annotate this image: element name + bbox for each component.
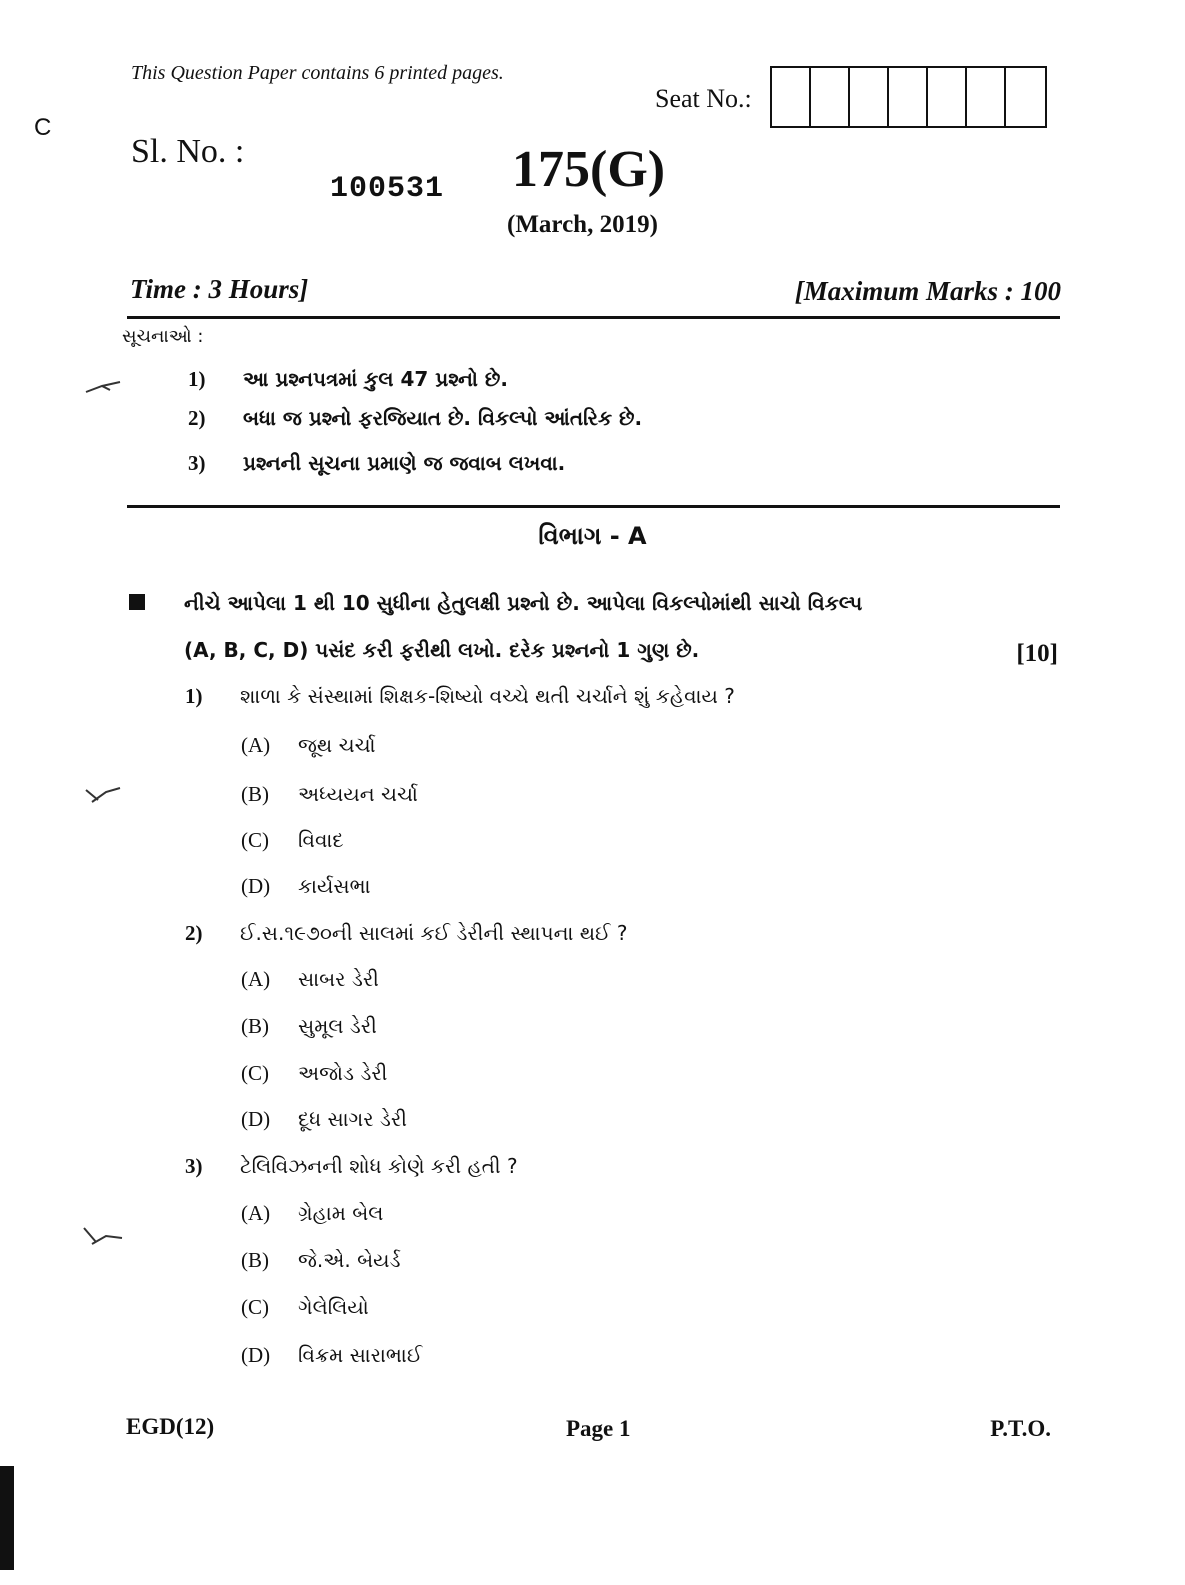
option-label: (D) xyxy=(241,1107,271,1131)
footer-pto: P.T.O. xyxy=(990,1416,1051,1441)
option xyxy=(241,1014,377,1039)
seat-cell xyxy=(1006,68,1045,126)
corner-letter: C xyxy=(34,114,52,141)
section-title: વિભાગ - A xyxy=(538,522,647,550)
option-text: સાબર ડેરી xyxy=(298,967,379,991)
option-text: અધ્યયન ચર્ચા xyxy=(298,782,418,806)
instruction-number: 2) xyxy=(188,406,206,430)
option-text: ગ્રેહામ બેલ xyxy=(298,1201,384,1225)
option-text: દૂધ સાગર ડેરી xyxy=(298,1107,407,1131)
instructions-divider xyxy=(127,505,1060,508)
question-number: 1) xyxy=(185,684,203,708)
serial-number: 100531 xyxy=(330,172,445,206)
sl-no-label: Sl. No. : xyxy=(131,133,245,170)
option-text: જે.એ. બેયર્ડ xyxy=(298,1248,401,1272)
option xyxy=(241,967,379,992)
footer-paper-id: EGD(12) xyxy=(126,1414,215,1439)
pencil-tick-mark-icon xyxy=(84,378,124,398)
option xyxy=(241,1061,387,1086)
option xyxy=(241,828,344,853)
section-intro-line-1: નીચે આપેલા 1 થી 10 સુધીના હેતુલક્ષી પ્રશ્નો છે. આપેલા વિકલ્પોમાંથી સાચો વિકલ્પ xyxy=(184,591,863,615)
header-divider xyxy=(127,316,1060,319)
question-text: ઈ.સ.૧૯૭૦ની સાલમાં કઈ ડેરીની સ્થાપના થઈ ? xyxy=(240,921,628,945)
seat-number-boxes xyxy=(770,66,1047,128)
paper-code: 175(G) xyxy=(512,141,666,198)
option-text: ગેલેલિયો xyxy=(298,1295,369,1319)
square-bullet-icon xyxy=(129,594,145,610)
option xyxy=(241,1107,407,1132)
option-text: કાર્યસભા xyxy=(298,874,371,898)
max-marks: [Maximum Marks : 100 xyxy=(794,276,1061,306)
instruction-text: આ પ્રશ્નપત્રમાં કુલ 47 પ્રશ્નો છે. xyxy=(243,367,508,391)
instruction-text: બધા જ પ્રશ્નો ફરજિયાત છે. વિકલ્પો આંતરિક છે. xyxy=(243,406,643,430)
option-text: વિવાદ xyxy=(298,828,344,852)
section-marks: [10] xyxy=(1016,640,1058,667)
page-count-note: This Question Paper contains 6 printed pages. xyxy=(131,62,504,84)
option-label: (B) xyxy=(241,1248,269,1272)
question xyxy=(185,1154,518,1179)
question-number: 3) xyxy=(185,1154,203,1178)
question xyxy=(185,684,735,709)
instruction-text: પ્રશ્નની સૂચના પ્રમાણે જ જવાબ લખવા. xyxy=(243,451,566,475)
option xyxy=(241,782,418,807)
option-text: વિક્રમ સારાભાઈ xyxy=(298,1343,423,1367)
instruction-item xyxy=(188,367,508,392)
instruction-item xyxy=(188,451,565,476)
question-text: ટેલિવિઝનની શોધ કોણે કરી હતી ? xyxy=(240,1154,518,1178)
pencil-tick-mark-icon xyxy=(82,1226,126,1252)
option xyxy=(241,1201,383,1226)
question xyxy=(185,921,627,946)
instruction-item xyxy=(188,406,642,431)
option xyxy=(241,1248,401,1273)
option-label: (C) xyxy=(241,1295,269,1319)
option xyxy=(241,874,371,899)
footer-page-number: Page 1 xyxy=(566,1416,631,1441)
question-number: 2) xyxy=(185,921,203,945)
instructions-heading: સૂચનાઓ : xyxy=(122,326,204,347)
instruction-number: 3) xyxy=(188,451,206,475)
exam-date: (March, 2019) xyxy=(507,211,658,238)
option xyxy=(241,1343,422,1368)
seat-number-label: Seat No.: xyxy=(655,84,752,113)
seat-cell xyxy=(967,68,1006,126)
instruction-number: 1) xyxy=(188,367,206,391)
option-label: (A) xyxy=(241,733,271,757)
seat-cell xyxy=(850,68,889,126)
option-label: (A) xyxy=(241,1201,271,1225)
option xyxy=(241,1295,369,1320)
option-label: (A) xyxy=(241,967,271,991)
option-text: જૂથ ચર્ચા xyxy=(298,733,376,757)
option-label: (B) xyxy=(241,1014,269,1038)
option-label: (C) xyxy=(241,1061,269,1085)
option-label: (D) xyxy=(241,1343,271,1367)
pencil-tick-mark-icon xyxy=(84,786,124,808)
option-label: (B) xyxy=(241,782,269,806)
binding-shadow xyxy=(0,1466,14,1570)
option-text: અજોડ ડેરી xyxy=(298,1061,388,1085)
exam-time: Time : 3 Hours] xyxy=(130,274,309,304)
seat-cell xyxy=(772,68,811,126)
option-label: (C) xyxy=(241,828,269,852)
question-text: શાળા કે સંસ્થામાં શિક્ષક-શિષ્યો વચ્ચે થતી ચર્ચાને શું કહેવાય ? xyxy=(240,684,735,708)
option-text: સુમૂલ ડેરી xyxy=(298,1014,377,1038)
seat-cell xyxy=(889,68,928,126)
seat-cell xyxy=(811,68,850,126)
section-intro-line-2: (A, B, C, D) પસંદ કરી ફરીથી લખો. દરેક પ્રશ્નનો 1 ગુણ છે. xyxy=(184,638,700,662)
seat-cell xyxy=(928,68,967,126)
option xyxy=(241,733,376,758)
option-label: (D) xyxy=(241,874,271,898)
